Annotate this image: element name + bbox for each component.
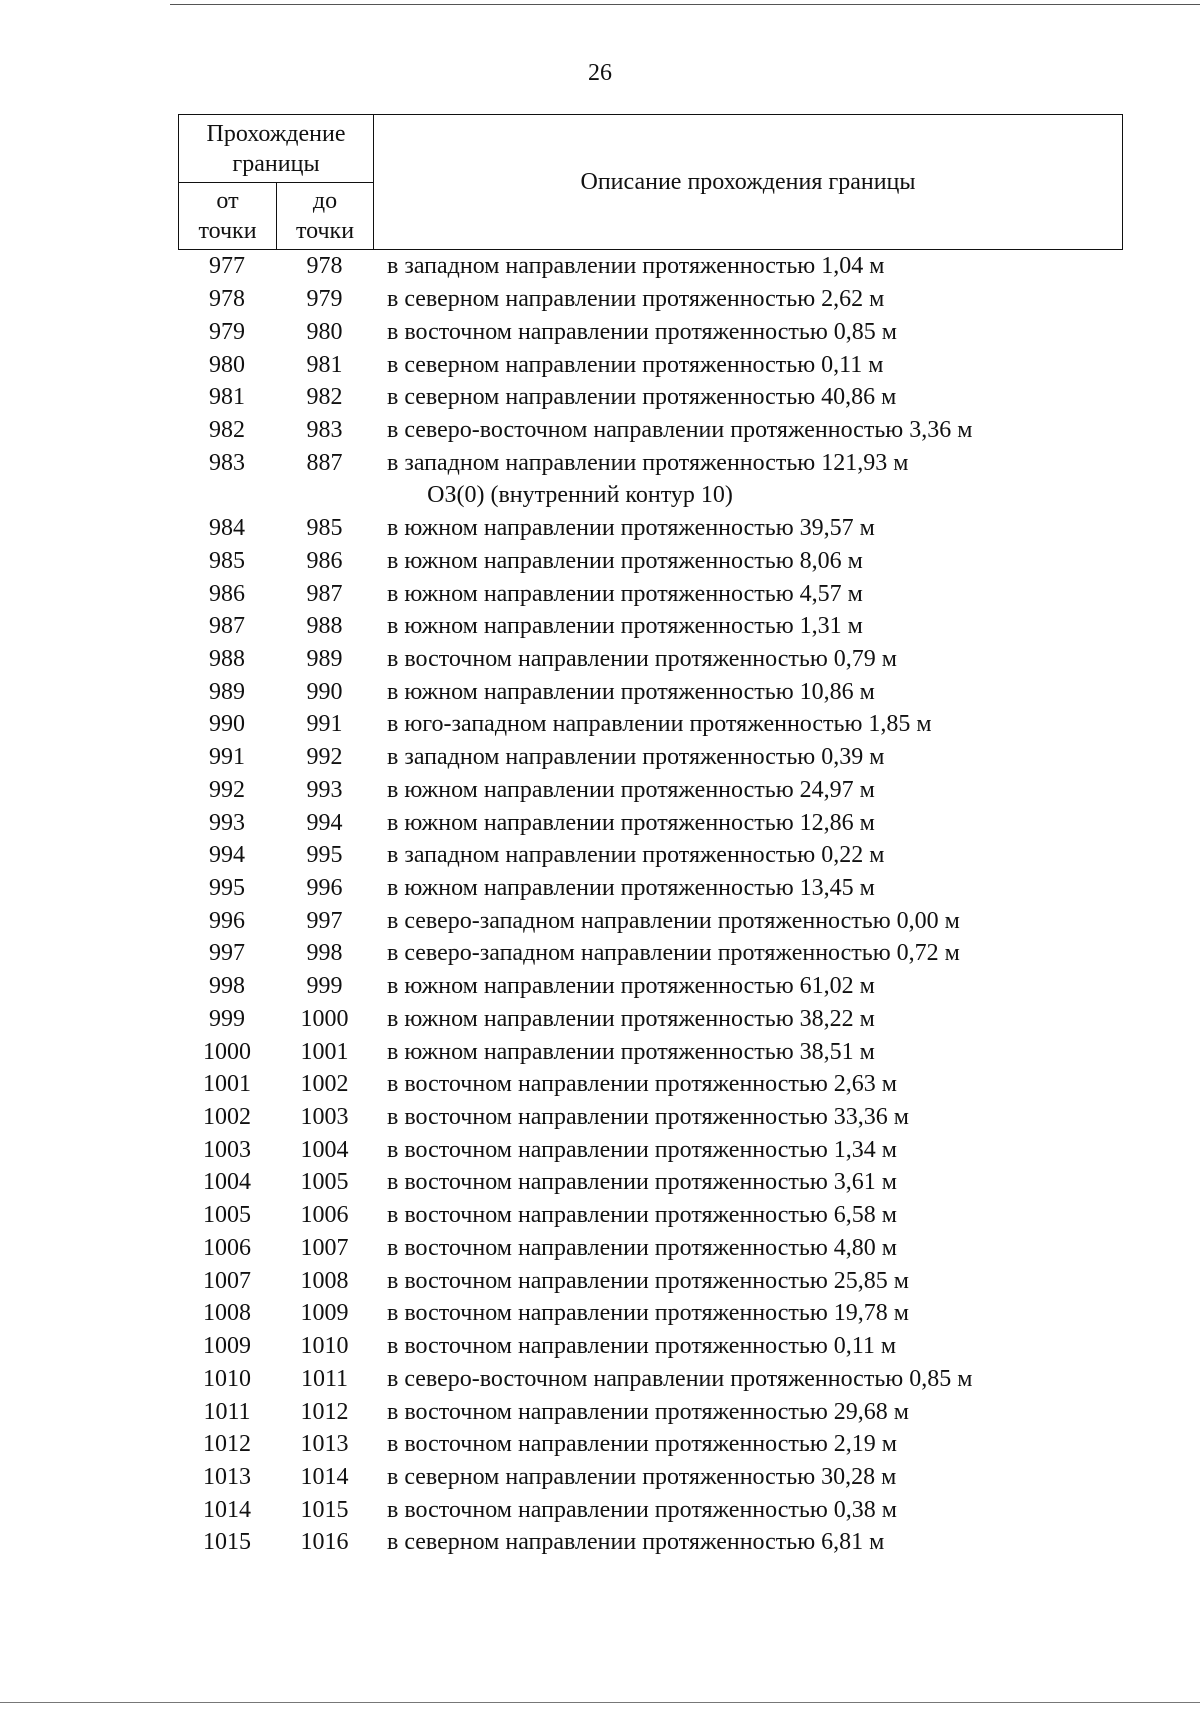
from-point: 1003 xyxy=(203,1136,251,1163)
boundary-description: в южном направлении протяженностью 38,22 м xyxy=(387,1005,875,1032)
from-point: 1009 xyxy=(203,1333,251,1360)
to-point: 990 xyxy=(306,678,343,705)
table-row xyxy=(178,1330,1122,1363)
boundary-description: в северном направлении протяженностью 0,11 м xyxy=(387,351,884,378)
boundary-description: в южном направлении протяженностью 38,51 м xyxy=(387,1038,875,1065)
boundary-description: в западном направлении протяженностью 1,04 м xyxy=(387,253,885,280)
from-point: 990 xyxy=(209,711,245,738)
to-point: 998 xyxy=(306,940,343,967)
boundary-description: в южном направлении протяженностью 10,86 м xyxy=(387,678,875,705)
to-point: 992 xyxy=(306,744,343,771)
boundary-description: в западном направлении протяженностью 0,22 м xyxy=(387,842,885,869)
table-row xyxy=(178,675,1122,708)
boundary-description: в южном направлении протяженностью 4,57 м xyxy=(387,580,863,607)
scan-edge-top xyxy=(170,4,1200,5)
boundary-description: в западном направлении протяженностью 121,93 м xyxy=(387,449,909,476)
to-point: 1000 xyxy=(300,1005,349,1032)
from-point: 981 xyxy=(209,384,245,411)
table-row xyxy=(178,512,1122,545)
from-point: 995 xyxy=(209,875,245,902)
from-point: 1006 xyxy=(203,1234,251,1261)
section-row xyxy=(178,479,1122,512)
from-point: 993 xyxy=(209,809,245,836)
table-row xyxy=(178,1068,1122,1101)
boundary-description: в южном направлении протяженностью 8,06 м xyxy=(387,547,863,574)
to-point: 989 xyxy=(306,645,343,672)
table-row xyxy=(178,937,1122,970)
table-row xyxy=(178,1232,1122,1265)
boundary-description: в южном направлении протяженностью 61,02 м xyxy=(387,973,875,1000)
from-point: 992 xyxy=(209,776,245,803)
boundary-description: в юго-западном направлении протяженностью 1,85 м xyxy=(387,711,932,738)
to-point: 1016 xyxy=(300,1529,349,1556)
to-point: 999 xyxy=(306,973,343,1000)
from-point: 983 xyxy=(209,449,245,476)
table-row xyxy=(178,315,1122,348)
to-point: 981 xyxy=(306,351,343,378)
to-point: 986 xyxy=(306,547,343,574)
from-point: 980 xyxy=(209,351,245,378)
from-point: 984 xyxy=(209,515,245,542)
from-point: 1007 xyxy=(203,1267,251,1294)
boundary-description: в северном направлении протяженностью 2,62 м xyxy=(387,286,885,313)
boundary-description: в южном направлении протяженностью 1,31 м xyxy=(387,613,863,640)
boundary-description: в северном направлении протяженностью 40,86 м xyxy=(387,384,897,411)
boundary-description: в восточном направлении протяженностью 3,61 м xyxy=(387,1169,897,1196)
from-point: 1014 xyxy=(203,1496,251,1523)
to-point: 987 xyxy=(306,580,343,607)
table-row xyxy=(178,904,1122,937)
to-point: 985 xyxy=(306,515,343,542)
boundary-description: в восточном направлении протяженностью 0,38 м xyxy=(387,1496,897,1523)
boundary-description: в восточном направлении протяженностью 19,78 м xyxy=(387,1300,909,1327)
from-point: 987 xyxy=(209,613,245,640)
boundary-description: в восточном направлении протяженностью 1,34 м xyxy=(387,1136,897,1163)
to-point: 979 xyxy=(306,286,343,313)
table-row xyxy=(178,1264,1122,1297)
boundary-description: в северном направлении протяженностью 30,28 м xyxy=(387,1463,897,1490)
boundary-description: в восточном направлении протяженностью 4,80 м xyxy=(387,1234,897,1261)
from-point: 977 xyxy=(209,253,245,280)
table-row xyxy=(178,1395,1122,1428)
table-row xyxy=(178,610,1122,643)
boundary-description: в северо-западном направлении протяженностью 0,00 м xyxy=(387,907,960,934)
table-row xyxy=(178,381,1122,414)
table-row xyxy=(178,283,1122,316)
to-point: 1009 xyxy=(300,1300,349,1327)
to-point: 1011 xyxy=(300,1365,349,1392)
boundary-description: в восточном направлении протяженностью 33,36 м xyxy=(387,1104,909,1131)
table-row xyxy=(178,1461,1122,1494)
table-row xyxy=(178,839,1122,872)
to-point: 1014 xyxy=(300,1463,349,1490)
from-point: 1001 xyxy=(203,1071,251,1098)
boundary-description: в восточном направлении протяженностью 6,58 м xyxy=(387,1202,897,1229)
to-point: 996 xyxy=(306,875,343,902)
to-point: 983 xyxy=(306,416,343,443)
scan-edge-bottom xyxy=(0,1702,1200,1703)
boundary-description: в восточном направлении протяженностью 29,68 м xyxy=(387,1398,909,1425)
table-row xyxy=(178,872,1122,905)
to-point: 982 xyxy=(306,384,343,411)
table-row xyxy=(178,708,1122,741)
table-row xyxy=(178,1493,1122,1526)
table-row xyxy=(178,1199,1122,1232)
from-point: 1005 xyxy=(203,1202,251,1229)
table-row xyxy=(178,1362,1122,1395)
to-point: 995 xyxy=(306,842,343,869)
to-point: 1003 xyxy=(300,1104,349,1131)
boundary-description: в восточном направлении протяженностью 0,11 м xyxy=(387,1333,897,1360)
boundary-description: в северо-восточном направлении протяженностью 3,36 м xyxy=(387,416,973,443)
to-point: 1001 xyxy=(300,1038,349,1065)
table-row xyxy=(178,577,1122,610)
table-row xyxy=(178,414,1122,447)
section-title: ОЗ(0) (внутренний контур 10) xyxy=(427,482,733,509)
to-point: 988 xyxy=(306,613,343,640)
boundary-description: в восточном направлении протяженностью 2,63 м xyxy=(387,1071,897,1098)
from-point: 997 xyxy=(209,940,245,967)
to-point: 993 xyxy=(306,776,343,803)
table-row xyxy=(178,544,1122,577)
from-point: 1008 xyxy=(203,1300,251,1327)
header-to-point: до точки xyxy=(277,183,374,250)
from-point: 1000 xyxy=(203,1038,251,1065)
to-point: 1004 xyxy=(300,1136,349,1163)
from-point: 982 xyxy=(209,416,245,443)
from-point: 986 xyxy=(209,580,245,607)
to-point: 978 xyxy=(306,253,343,280)
from-point: 978 xyxy=(209,286,245,313)
table-row xyxy=(178,1133,1122,1166)
table-row xyxy=(178,446,1122,479)
to-point: 1012 xyxy=(300,1398,349,1425)
table-row xyxy=(178,643,1122,676)
to-point: 1010 xyxy=(300,1333,349,1360)
to-point: 980 xyxy=(306,318,343,345)
boundary-description: в северном направлении протяженностью 6,81 м xyxy=(387,1529,885,1556)
from-point: 991 xyxy=(209,744,245,771)
from-point: 998 xyxy=(209,973,245,1000)
table-row xyxy=(178,1428,1122,1461)
boundary-description: в восточном направлении протяженностью 25,85 м xyxy=(387,1267,909,1294)
to-point: 991 xyxy=(306,711,343,738)
table-row xyxy=(178,806,1122,839)
from-point: 988 xyxy=(209,645,245,672)
boundary-table xyxy=(178,250,1122,1559)
header-from-point: от точки xyxy=(179,183,277,250)
table-row xyxy=(178,1101,1122,1134)
to-point: 1015 xyxy=(300,1496,349,1523)
boundary-description: в южном направлении протяженностью 39,57 м xyxy=(387,515,875,542)
boundary-description: в восточном направлении протяженностью 0,79 м xyxy=(387,645,897,672)
to-point: 1006 xyxy=(300,1202,349,1229)
from-point: 1012 xyxy=(203,1431,251,1458)
table-row xyxy=(178,1035,1122,1068)
table-row xyxy=(178,348,1122,381)
from-point: 1004 xyxy=(203,1169,251,1196)
boundary-description: в северо-восточном направлении протяженностью 0,85 м xyxy=(387,1365,973,1392)
page-number: 26 xyxy=(588,60,612,86)
to-point: 1002 xyxy=(300,1071,349,1098)
header-group-passage: Прохождение границы xyxy=(179,115,374,183)
table-row xyxy=(178,1166,1122,1199)
from-point: 994 xyxy=(209,842,245,869)
boundary-description: в восточном направлении протяженностью 0,85 м xyxy=(387,318,897,345)
to-point: 1008 xyxy=(300,1267,349,1294)
to-point: 1005 xyxy=(300,1169,349,1196)
boundary-description: в южном направлении протяженностью 12,86 м xyxy=(387,809,875,836)
from-point: 996 xyxy=(209,907,245,934)
boundary-rows xyxy=(178,250,1122,1559)
table-row xyxy=(178,1526,1122,1559)
table-row xyxy=(178,250,1122,283)
table-row xyxy=(178,774,1122,807)
from-point: 999 xyxy=(209,1005,245,1032)
boundary-description: в северо-западном направлении протяженностью 0,72 м xyxy=(387,940,960,967)
from-point: 1013 xyxy=(203,1463,251,1490)
header-description: Описание прохождения границы xyxy=(374,115,1123,250)
from-point: 985 xyxy=(209,547,245,574)
from-point: 1011 xyxy=(203,1398,251,1425)
boundary-description: в западном направлении протяженностью 0,39 м xyxy=(387,744,885,771)
from-point: 1002 xyxy=(203,1104,251,1131)
table-row xyxy=(178,1297,1122,1330)
to-point: 1013 xyxy=(300,1431,349,1458)
table-header xyxy=(178,114,1123,250)
from-point: 979 xyxy=(209,318,245,345)
to-point: 887 xyxy=(306,449,343,476)
boundary-description: в восточном направлении протяженностью 2,19 м xyxy=(387,1431,897,1458)
table-row xyxy=(178,741,1122,774)
boundary-description: в южном направлении протяженностью 24,97 м xyxy=(387,776,875,803)
from-point: 1015 xyxy=(203,1529,251,1556)
from-point: 1010 xyxy=(203,1365,251,1392)
to-point: 1007 xyxy=(300,1234,349,1261)
boundary-description: в южном направлении протяженностью 13,45 м xyxy=(387,875,875,902)
to-point: 994 xyxy=(306,809,343,836)
from-point: 989 xyxy=(209,678,245,705)
to-point: 997 xyxy=(306,907,343,934)
table-row xyxy=(178,1003,1122,1036)
table-row xyxy=(178,970,1122,1003)
